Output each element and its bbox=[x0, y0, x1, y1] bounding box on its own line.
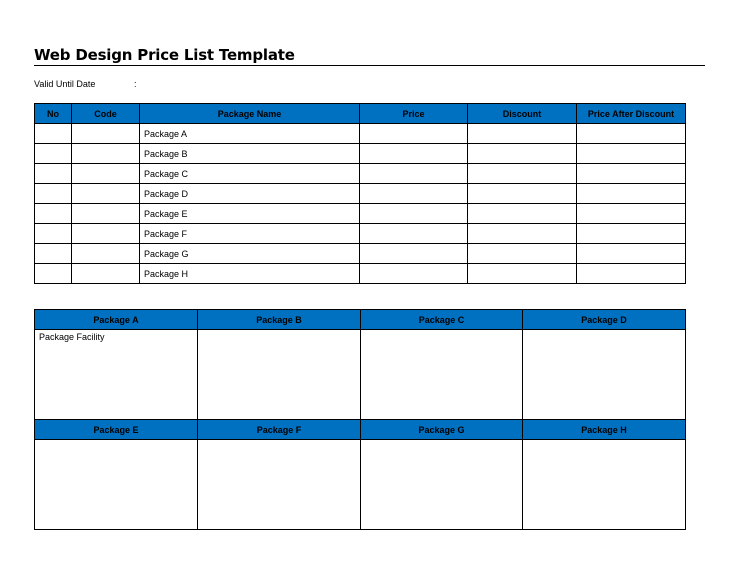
cell-no[interactable] bbox=[35, 184, 72, 204]
package-header-row-1 bbox=[35, 310, 686, 330]
column-header-no: No bbox=[35, 104, 72, 124]
cell-no[interactable] bbox=[35, 244, 72, 264]
package-header: Package B bbox=[198, 310, 361, 330]
cell-code[interactable] bbox=[72, 144, 140, 164]
cell-price-after-discount[interactable] bbox=[577, 124, 686, 144]
table-row bbox=[35, 244, 686, 264]
cell-price[interactable] bbox=[360, 224, 468, 244]
package-facility-cell[interactable] bbox=[198, 440, 361, 530]
cell-discount[interactable] bbox=[468, 264, 577, 284]
cell-package-name: Package D bbox=[140, 184, 360, 204]
title-divider bbox=[34, 65, 705, 66]
cell-price[interactable] bbox=[360, 164, 468, 184]
cell-package-name: Package B bbox=[140, 144, 360, 164]
package-header: Package H bbox=[523, 420, 686, 440]
column-header-discount: Discount bbox=[468, 104, 577, 124]
package-facility-cell[interactable] bbox=[523, 330, 686, 420]
cell-price-after-discount[interactable] bbox=[577, 244, 686, 264]
cell-code[interactable] bbox=[72, 164, 140, 184]
package-facility-cell[interactable] bbox=[35, 440, 198, 530]
cell-discount[interactable] bbox=[468, 244, 577, 264]
column-header-price-after-discount: Price After Discount bbox=[577, 104, 686, 124]
package-header: Package A bbox=[35, 310, 198, 330]
cell-no[interactable] bbox=[35, 144, 72, 164]
package-header-row-2 bbox=[35, 420, 686, 440]
package-header: Package D bbox=[523, 310, 686, 330]
table-row bbox=[35, 264, 686, 284]
package-facility-cell[interactable] bbox=[361, 330, 523, 420]
table-row bbox=[35, 164, 686, 184]
price-table-header-row bbox=[35, 104, 686, 124]
document-title: Web Design Price List Template bbox=[34, 46, 295, 64]
cell-no[interactable] bbox=[35, 164, 72, 184]
cell-price[interactable] bbox=[360, 244, 468, 264]
cell-discount[interactable] bbox=[468, 124, 577, 144]
cell-no[interactable] bbox=[35, 124, 72, 144]
cell-code[interactable] bbox=[72, 264, 140, 284]
cell-package-name: Package E bbox=[140, 204, 360, 224]
cell-price[interactable] bbox=[360, 144, 468, 164]
cell-discount[interactable] bbox=[468, 204, 577, 224]
package-header: Package C bbox=[361, 310, 523, 330]
valid-until-row bbox=[34, 79, 137, 89]
package-facility-row-2 bbox=[35, 440, 686, 530]
cell-price-after-discount[interactable] bbox=[577, 164, 686, 184]
cell-price-after-discount[interactable] bbox=[577, 184, 686, 204]
cell-price[interactable] bbox=[360, 264, 468, 284]
package-facility-row-1 bbox=[35, 330, 686, 420]
cell-price[interactable] bbox=[360, 124, 468, 144]
cell-discount[interactable] bbox=[468, 224, 577, 244]
package-header: Package E bbox=[35, 420, 198, 440]
cell-price-after-discount[interactable] bbox=[577, 264, 686, 284]
cell-no[interactable] bbox=[35, 204, 72, 224]
valid-until-label: Valid Until Date bbox=[34, 79, 96, 89]
cell-discount[interactable] bbox=[468, 164, 577, 184]
cell-discount[interactable] bbox=[468, 184, 577, 204]
cell-package-name: Package G bbox=[140, 244, 360, 264]
cell-code[interactable] bbox=[72, 124, 140, 144]
table-row bbox=[35, 124, 686, 144]
table-row bbox=[35, 184, 686, 204]
cell-no[interactable] bbox=[35, 224, 72, 244]
cell-package-name: Package C bbox=[140, 164, 360, 184]
valid-until-colon: : bbox=[134, 79, 137, 89]
package-facility-cell[interactable] bbox=[361, 440, 523, 530]
cell-no[interactable] bbox=[35, 264, 72, 284]
cell-package-name: Package H bbox=[140, 264, 360, 284]
package-facility-table bbox=[34, 309, 686, 530]
table-row bbox=[35, 144, 686, 164]
table-row bbox=[35, 204, 686, 224]
column-header-price: Price bbox=[360, 104, 468, 124]
cell-code[interactable] bbox=[72, 184, 140, 204]
package-facility-cell[interactable] bbox=[198, 330, 361, 420]
cell-code[interactable] bbox=[72, 224, 140, 244]
package-header: Package G bbox=[361, 420, 523, 440]
cell-price-after-discount[interactable] bbox=[577, 144, 686, 164]
price-table bbox=[34, 103, 686, 284]
cell-price[interactable] bbox=[360, 204, 468, 224]
package-facility-cell[interactable] bbox=[523, 440, 686, 530]
package-facility-cell[interactable]: Package Facility bbox=[35, 330, 198, 420]
column-header-code: Code bbox=[72, 104, 140, 124]
cell-code[interactable] bbox=[72, 204, 140, 224]
column-header-package-name: Package Name bbox=[140, 104, 360, 124]
cell-price[interactable] bbox=[360, 184, 468, 204]
cell-price-after-discount[interactable] bbox=[577, 204, 686, 224]
table-row bbox=[35, 224, 686, 244]
cell-price-after-discount[interactable] bbox=[577, 224, 686, 244]
cell-code[interactable] bbox=[72, 244, 140, 264]
cell-discount[interactable] bbox=[468, 144, 577, 164]
cell-package-name: Package A bbox=[140, 124, 360, 144]
cell-package-name: Package F bbox=[140, 224, 360, 244]
package-header: Package F bbox=[198, 420, 361, 440]
